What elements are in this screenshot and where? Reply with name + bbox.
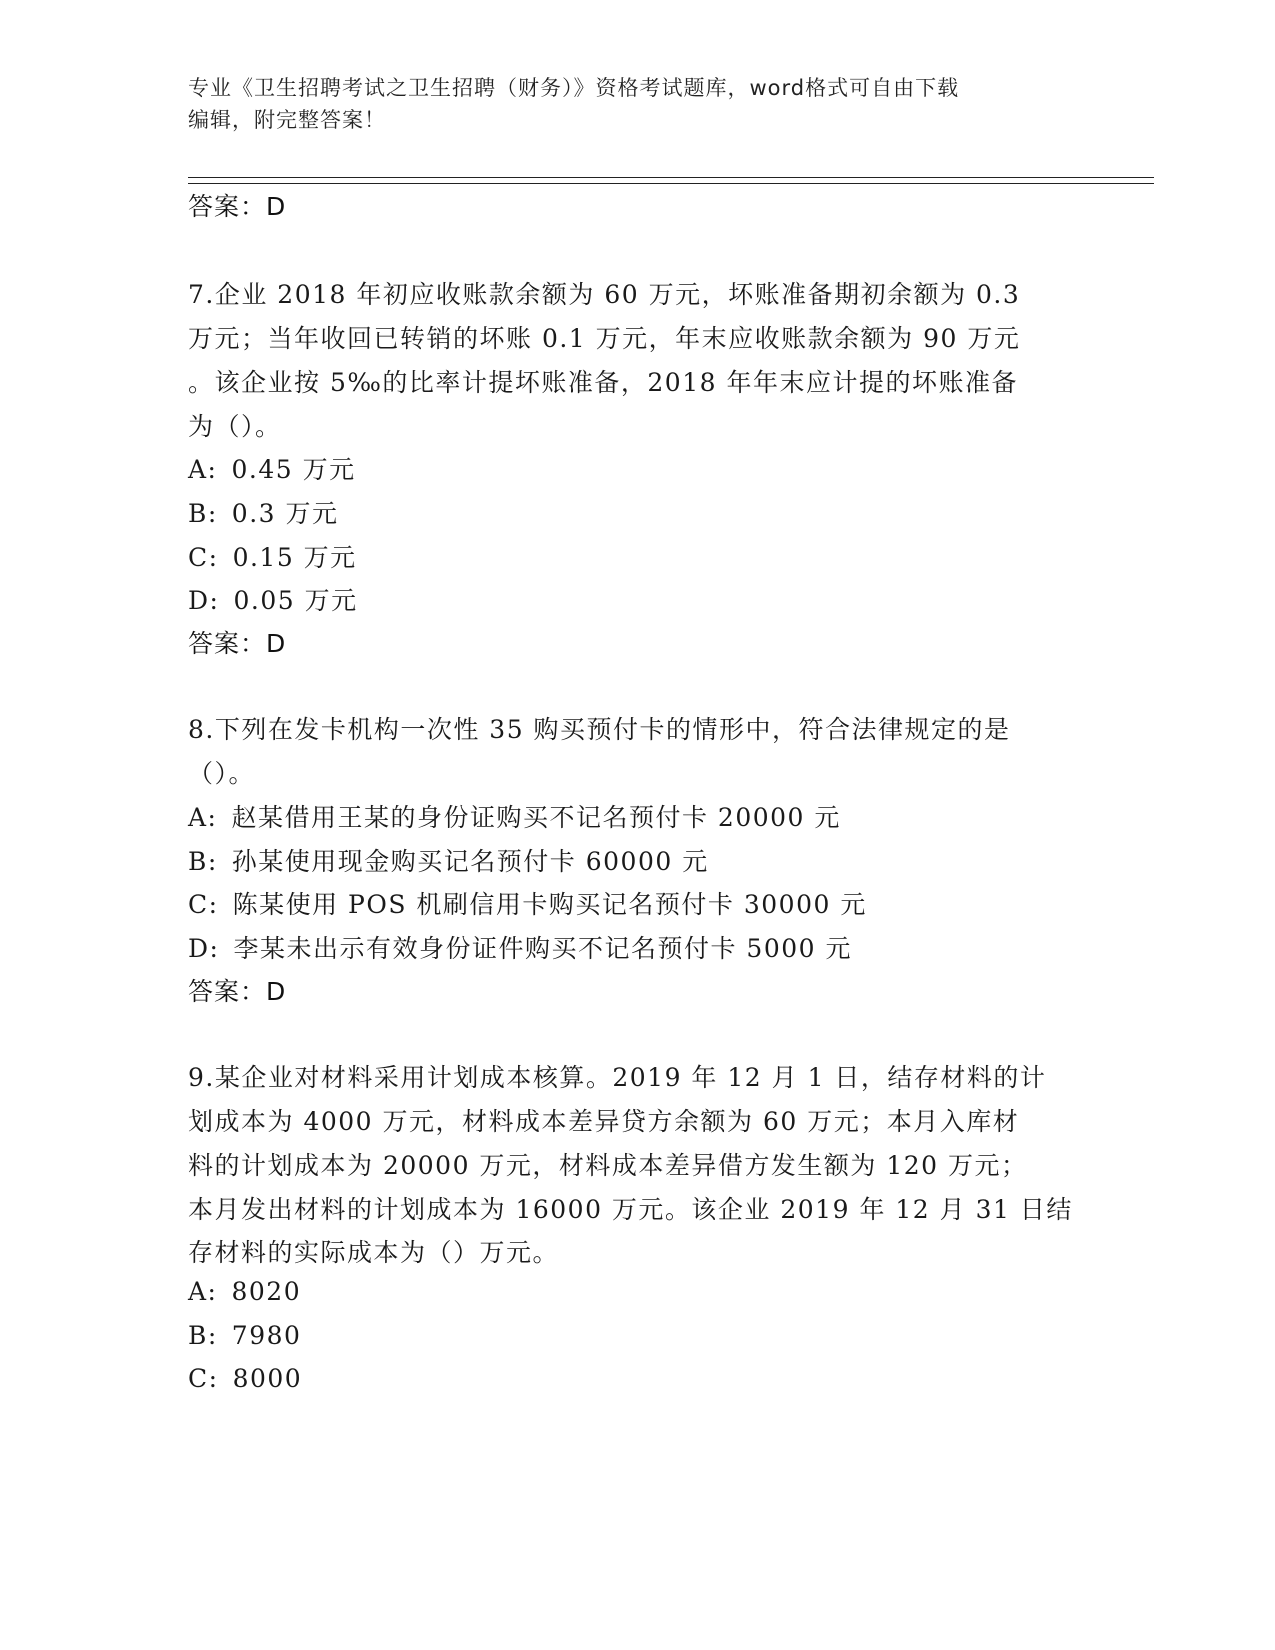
option-a <box>188 450 356 486</box>
option-label: B: <box>188 1321 218 1350</box>
document-header <box>188 72 1068 136</box>
option-label: C: <box>188 890 219 919</box>
option-b <box>188 842 709 878</box>
question-text-line: 7.企业 2018 年初应收账款余额为 60 万元，坏账准备期初余额为 0.3 <box>188 280 1021 309</box>
option-c <box>188 538 357 574</box>
option-text: 赵某借用王某的身份证购买不记名预付卡 20000 元 <box>231 803 841 832</box>
option-text: 0.15 万元 <box>232 543 357 572</box>
question-text-line: 万元；当年收回已转销的坏账 0.1 万元，年末应收账款余额为 90 万元 <box>188 324 1021 353</box>
option-label: B: <box>188 847 218 876</box>
question-text-line: 为（）。 <box>188 412 282 441</box>
option-label: C: <box>188 543 219 572</box>
option-text: 8020 <box>231 1277 302 1306</box>
option-b <box>188 1321 301 1350</box>
header-line-1: 专业《卫生招聘考试之卫生招聘（财务）》资格考试题库，word格式可自由下载 <box>188 76 960 100</box>
option-label: A: <box>188 803 218 832</box>
header-divider-top <box>188 177 1154 178</box>
option-label: A: <box>188 1277 218 1306</box>
option-b <box>188 494 339 530</box>
option-label: A: <box>188 455 218 484</box>
option-text: 李某未出示有效身份证件购买不记名预付卡 5000 元 <box>233 934 852 963</box>
option-text: 8000 <box>232 1364 303 1393</box>
header-divider-bottom <box>188 183 1154 184</box>
question-text-line: 存材料的实际成本为（）万元。 <box>188 1238 560 1267</box>
option-d <box>188 581 358 617</box>
option-text: 7980 <box>231 1321 302 1350</box>
option-text: 0.45 万元 <box>231 455 356 484</box>
option-text: 0.3 万元 <box>231 499 339 528</box>
option-text: 孙某使用现金购买记名预付卡 60000 元 <box>231 847 709 876</box>
option-a <box>188 798 841 834</box>
answer-7: 答案：D <box>188 629 287 658</box>
question-text-line: 9.某企业对材料采用计划成本核算。2019 年 12 月 1 日，结存材料的计 <box>188 1063 1047 1092</box>
option-d <box>188 929 852 965</box>
option-label: B: <box>188 499 218 528</box>
previous-answer: 答案：D <box>188 192 287 221</box>
question-text-line: 料的计划成本为 20000 万元，材料成本差异借方发生额为 120 万元； <box>188 1151 1028 1180</box>
option-label: C: <box>188 1364 219 1393</box>
option-a <box>188 1277 301 1306</box>
question-text-line: 本月发出材料的计划成本为 16000 万元。该企业 2019 年 12 月 31 日结 <box>188 1195 1073 1224</box>
option-label: D: <box>188 934 220 963</box>
question-text-line: 划成本为 4000 万元，材料成本差异贷方余额为 60 万元；本月入库材 <box>188 1107 1020 1136</box>
question-text-line: 8.下列在发卡机构一次性 35 购买预付卡的情形中，符合法律规定的是 <box>188 715 1011 744</box>
option-text: 陈某使用 POS 机刷信用卡购买记名预付卡 30000 元 <box>232 890 867 919</box>
question-text-line: （）。 <box>188 759 256 788</box>
option-c <box>188 1364 302 1393</box>
option-text: 0.05 万元 <box>233 586 358 615</box>
option-c <box>188 885 867 921</box>
option-label: D: <box>188 586 220 615</box>
question-text-line: 。该企业按 5‰的比率计提坏账准备，2018 年年末应计提的坏账准备 <box>188 368 1018 397</box>
answer-8: 答案：D <box>188 977 287 1006</box>
header-line-2: 编辑，附完整答案！ <box>188 108 386 132</box>
